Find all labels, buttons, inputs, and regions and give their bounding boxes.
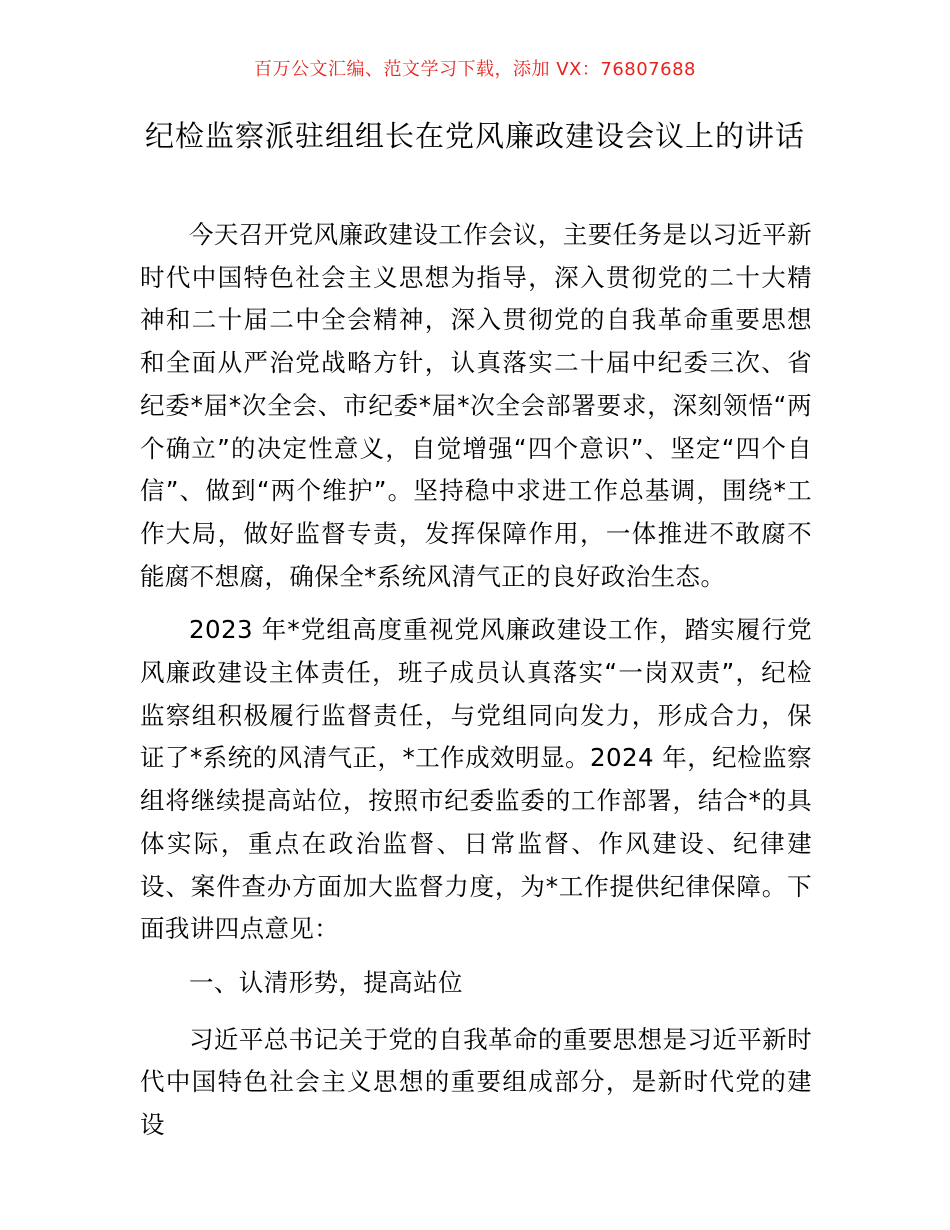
paragraph-review: 2023 年*党组高度重视党风廉政建设工作，踏实履行党风廉政建设主体责任，班子成员认真落实“一岗双责”，纪检监察组积极履行监督责任，与党组同向发力，形成合力，保证了*系统的风清气正，*工作成效明显。2024 年，纪检监察组将继续提高站位，按照市纪委监委的工作部署，结合*的具体实际，重点在政治监督、日常监督、作风建设、纪律建设、案件查办方面加大监督力度，为*工作提供纪律保障。下面我讲四点意见：	[140, 615, 812, 944]
section-heading-1: 一、认清形势，提高站位	[189, 967, 463, 997]
promo-banner: 百万公文汇编、范文学习下载，添加 VX：76807688	[254, 59, 696, 80]
document-title: 纪检监察派驻组组长在党风廉政建设会议上的讲话	[144, 119, 805, 153]
paragraph-section-1: 习近平总书记关于党的自我革命的重要思想是习近平新时代中国特色社会主义思想的重要组成部分，是新时代党的建设	[140, 1024, 812, 1140]
document-body	[140, 214, 812, 1158]
paragraph-intro: 今天召开党风廉政建设工作会议，主要任务是以习近平新时代中国特色社会主义思想为指导，深入贯彻党的二十大精神和二十届二中全会精神，深入贯彻党的自我革命重要思想和全面从严治党战略方针，认真落实二十届中纪委三次、省纪委*届*次全会、市纪委*届*次全会部署要求，深刻领悟“两个确立”的决定性意义，自觉增强“四个意识”、坚定“四个自信”、做到“两个维护”。坚持稳中求进工作总基调，围绕*工作大局，做好监督专责，发挥保障作用，一体推进不敢腐不能腐不想腐，确保全*系统风清气正的良好政治生态。	[140, 220, 812, 591]
